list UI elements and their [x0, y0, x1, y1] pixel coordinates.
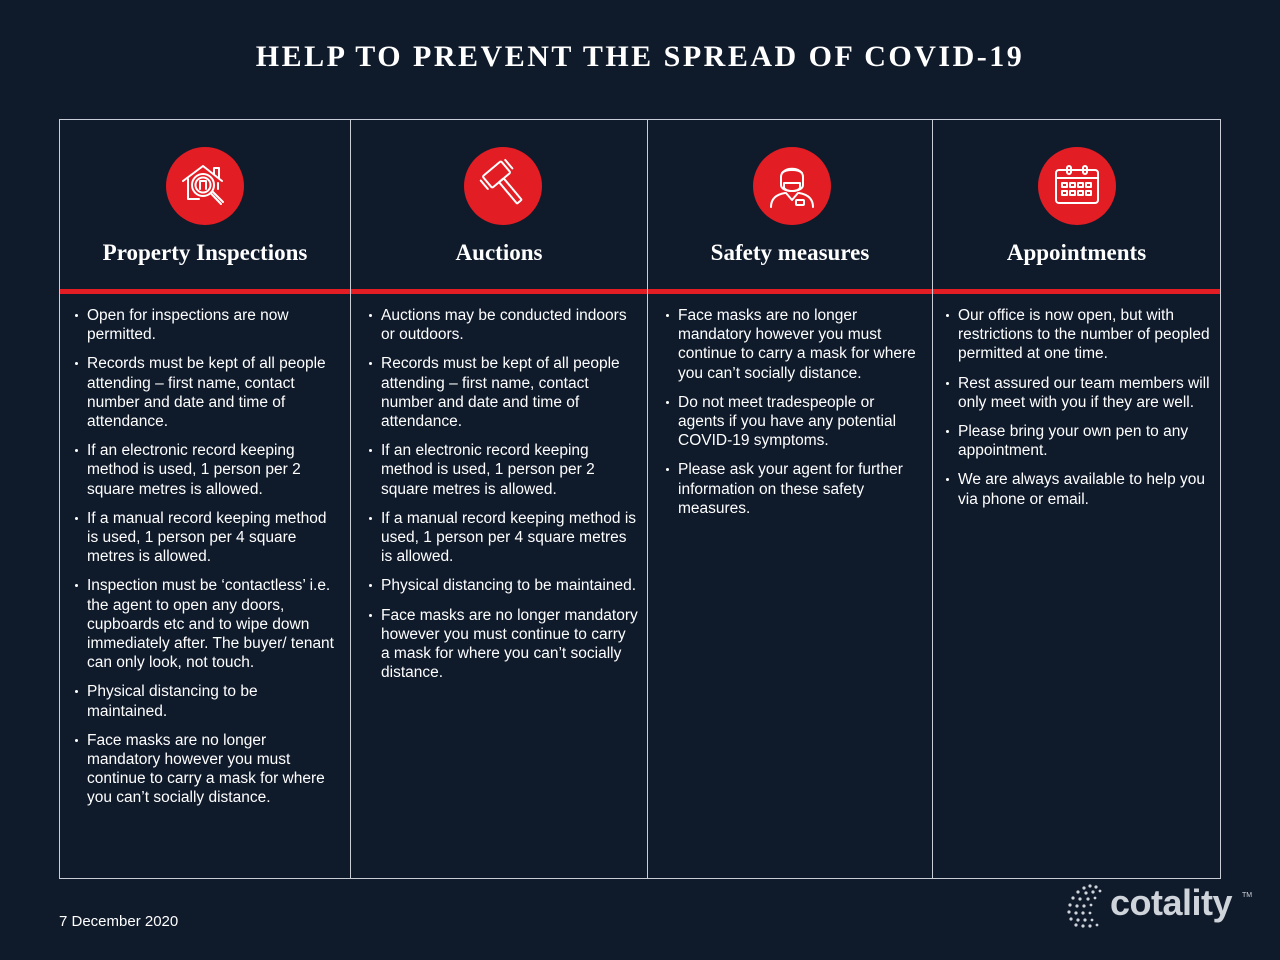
column-heading: Appointments — [1006, 240, 1147, 265]
bullet-list — [368, 306, 638, 692]
list-item: Please ask your agent for further information on these safety measures. — [665, 460, 923, 518]
column-heading: Auctions — [455, 240, 543, 265]
gavel-icon — [464, 147, 542, 225]
list-item: Records must be kept of all people attending – first name, contact number and date and time of attendance. — [368, 354, 638, 431]
bullet-list — [945, 306, 1211, 519]
page-title: HELP TO PREVENT THE SPREAD OF COVID-19 — [255, 40, 1025, 73]
list-item: If a manual record keeping method is used, 1 person per 4 square metres is allowed. — [368, 509, 638, 567]
list-item: Records must be kept of all people attending – first name, contact number and date and time of attendance. — [74, 354, 340, 431]
calendar-icon — [1038, 147, 1116, 225]
bullet-list — [74, 306, 340, 818]
list-item: Rest assured our team members will only meet with you if they are well. — [945, 374, 1211, 412]
list-item: Physical distancing to be maintained. — [368, 576, 638, 595]
list-item: Face masks are no longer mandatory however you must continue to carry a mask for where you can’t socially distance. — [665, 306, 923, 383]
column-property-inspections — [60, 120, 350, 878]
info-panel — [59, 119, 1221, 879]
list-item: Open for inspections are now permitted. — [74, 306, 340, 344]
column-header — [933, 120, 1220, 289]
footer-date: 7 December 2020 — [59, 913, 179, 930]
column-header — [60, 120, 350, 289]
list-item: Auctions may be conducted indoors or outdoors. — [368, 306, 638, 344]
column-header — [351, 120, 647, 289]
cotality-logo — [1062, 878, 1252, 934]
list-item: Our office is now open, but with restrictions to the number of peopled permitted at one time. — [945, 306, 1211, 364]
house-magnifier-icon — [166, 147, 244, 225]
masked-person-icon — [753, 147, 831, 225]
list-item: We are always available to help you via phone or email. — [945, 470, 1211, 508]
column-auctions — [350, 120, 647, 878]
logo-text: cotality — [1110, 882, 1233, 923]
list-item: If a manual record keeping method is used, 1 person per 4 square metres is allowed. — [74, 509, 340, 567]
trademark-mark: TM — [1242, 892, 1253, 899]
column-heading: Safety measures — [710, 240, 870, 265]
list-item: If an electronic record keeping method is used, 1 person per 2 square metres is allowed. — [368, 441, 638, 499]
list-item: Inspection must be ‘contactless’ i.e. the agent to open any doors, cupboards etc and to wipe down immediately after. The buyer/ tenant can only look, not touch. — [74, 576, 340, 672]
list-item: Face masks are no longer mandatory however you must continue to carry a mask for where you can’t socially distance. — [368, 606, 638, 683]
list-item: If an electronic record keeping method is used, 1 person per 2 square metres is allowed. — [74, 441, 340, 499]
column-header — [648, 120, 932, 289]
list-item: Please bring your own pen to any appointment. — [945, 422, 1211, 460]
list-item: Physical distancing to be maintained. — [74, 682, 340, 720]
column-safety-measures — [647, 120, 932, 878]
bullet-list — [665, 306, 923, 528]
list-item: Face masks are no longer mandatory however you must continue to carry a mask for where you can’t socially distance. — [74, 731, 340, 808]
column-heading: Property Inspections — [102, 240, 308, 265]
globe-icon — [1062, 880, 1112, 932]
column-appointments — [932, 120, 1220, 878]
list-item: Do not meet tradespeople or agents if you have any potential COVID-19 symptoms. — [665, 393, 923, 451]
